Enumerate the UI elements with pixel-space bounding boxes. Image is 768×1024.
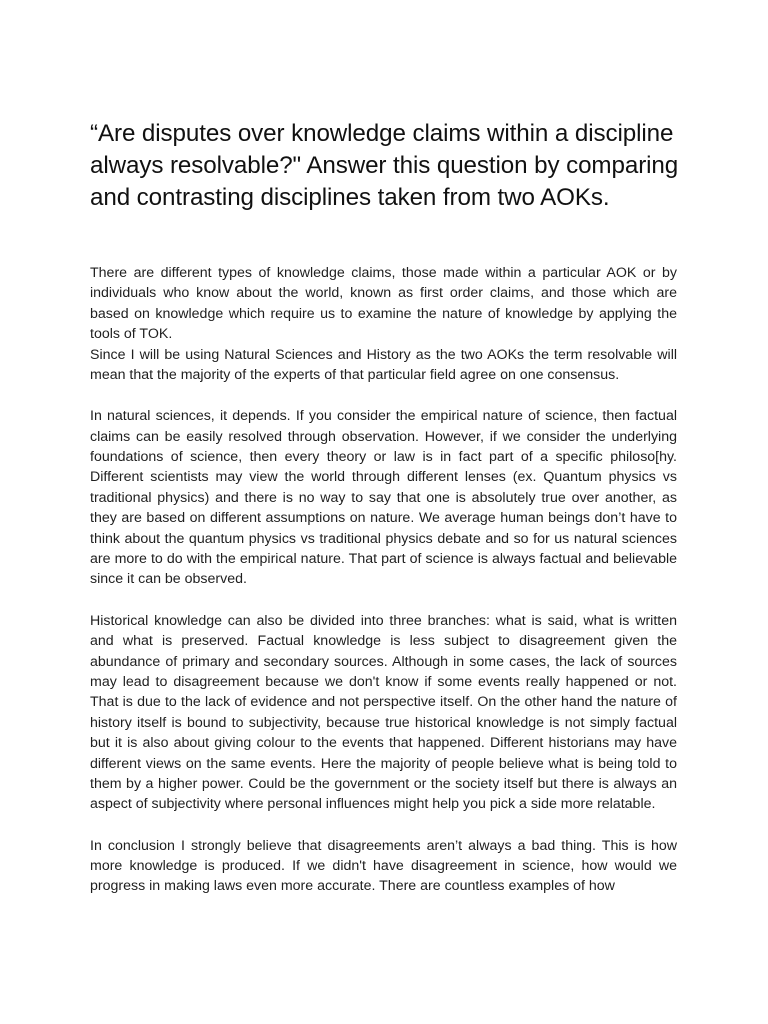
paragraph-history: Historical knowledge can also be divided into three branches: what is said, what is written and what is preserved. Factual knowledge is less subject to disagreement given the abundance of primary and secondary sources. Although in some cases, the lack of sources may lead to disagreement because we don't know if some events really happened or not. That is due to the lack of evidence and not perspective itself. On the other hand the nature of history itself is bound to subjectivity, because true historical knowledge is not simply factual but it is also about giving colour to the events that happened. Different historians may have different views on the same events. Here the majority of people believe what is being told to them by a higher power. Could be the government or the society itself but there is always an aspect of subjectivity where personal influences might help you pick a side more relatable.	[90, 612, 677, 813]
document-body	[90, 263, 677, 897]
paragraph-definition: Since I will be using Natural Sciences and History as the two AOKs the term resolvable will mean that the majority of the experts of that particular field agree on one consensus.	[90, 346, 677, 384]
paragraph-intro: There are different types of knowledge claims, those made within a particular AOK or by individuals who know about the world, known as first order claims, and those which are based on knowledge which require us to examine the nature of knowledge by applying the tools of TOK.	[90, 265, 677, 343]
paragraph-natural-sciences: In natural sciences, it depends. If you consider the empirical nature of science, then factual claims can be easily resolved through observation. However, if we consider the underlying foundations of science, then every theory or law is in fact part of a specific philoso[hy. Different scientists may view the world through different lenses (ex. Quantum physics vs traditional physics) and there is no way to say that one is absolutely true over another, as they are based on different assumptions on nature. We average human beings don’t have to think about the quantum physics vs traditional physics debate and so for us natural sciences are more to do with the empirical nature. That part of science is always factual and believable since it can be observed.	[90, 408, 677, 588]
document-title: “Are disputes over knowledge claims within a discipline always resolvable?" Answer this question by comparing and contrasting disciplines taken from two AOKs.	[90, 120, 679, 211]
paragraph-conclusion: In conclusion I strongly believe that disagreements aren’t always a bad thing. This is how more knowledge is produced. If we didn't have disagreement in science, how would we progress in making laws even more accurate. There are countless examples of how	[90, 837, 677, 895]
